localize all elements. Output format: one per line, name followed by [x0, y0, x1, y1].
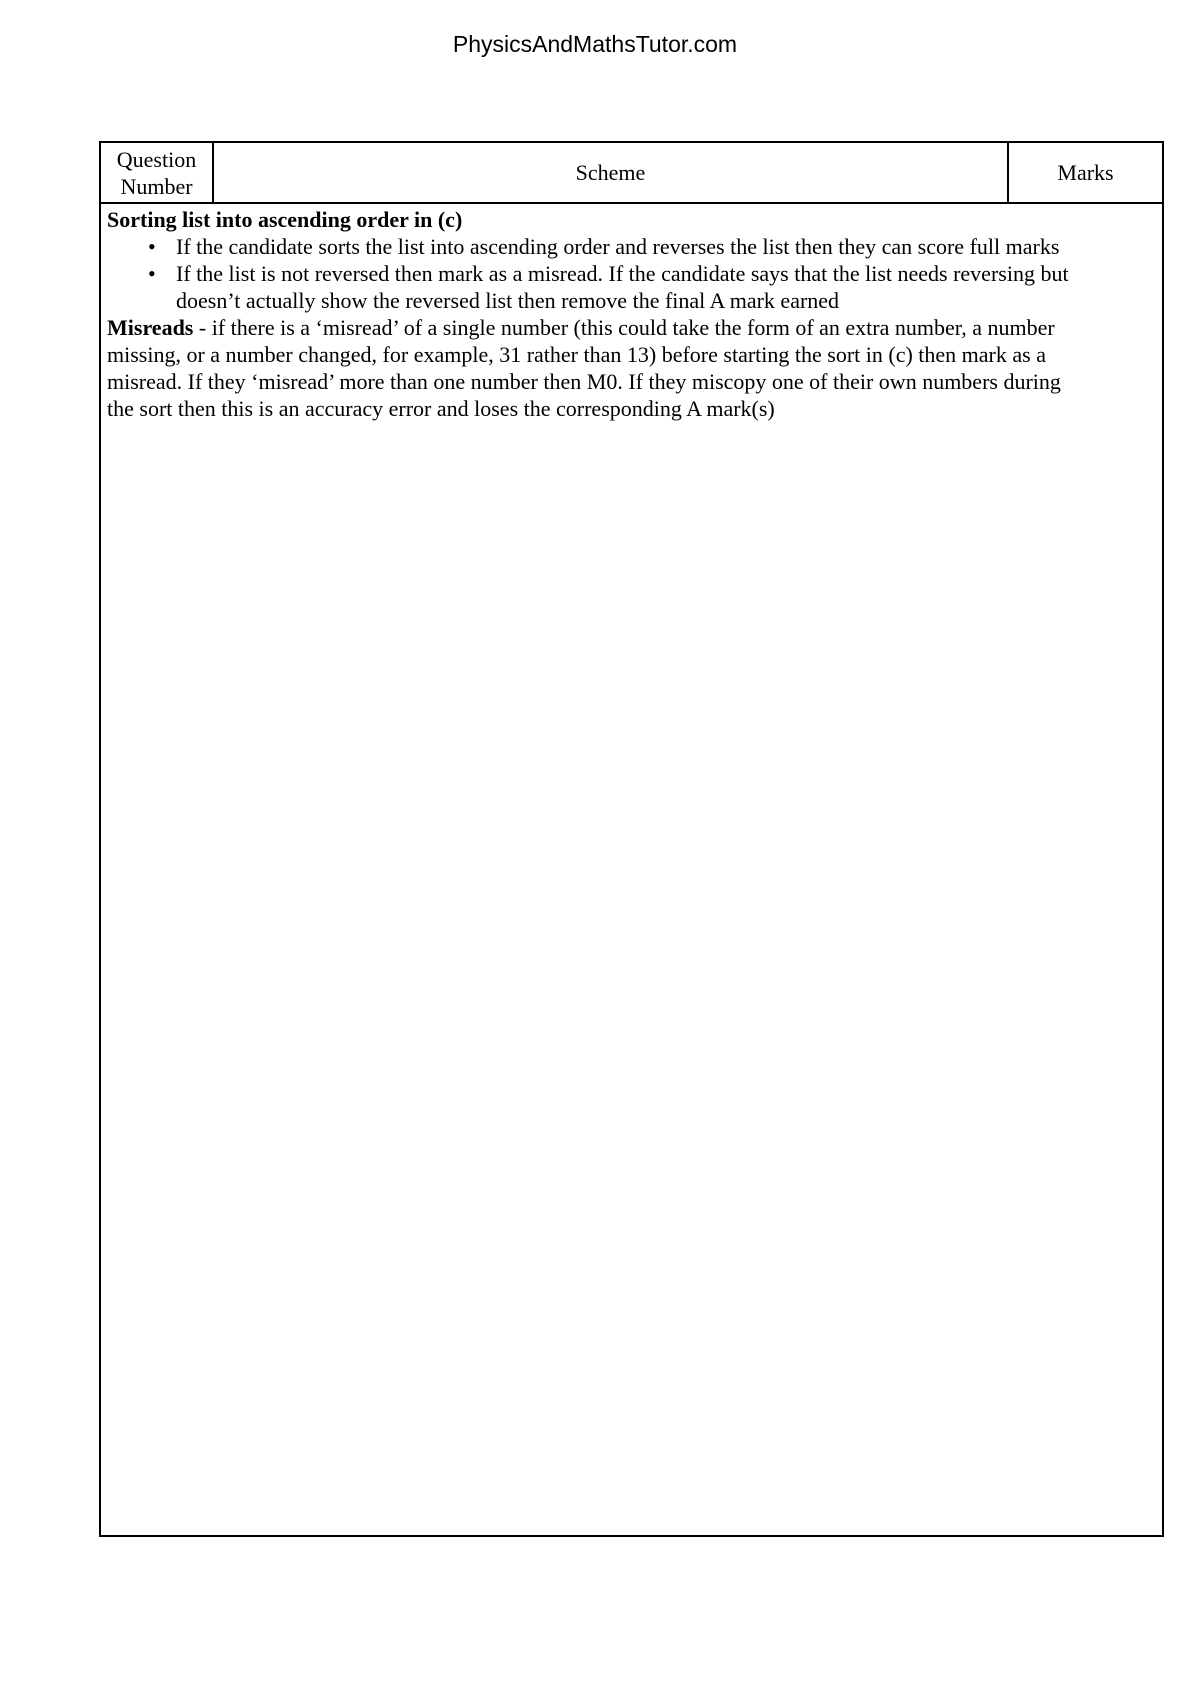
site-header: PhysicsAndMathsTutor.com	[452, 31, 738, 57]
mark-scheme-table	[99, 141, 1164, 1537]
bullet-list	[107, 233, 1082, 314]
scheme-body-row	[100, 203, 1163, 1536]
header-marks: Marks	[1008, 142, 1163, 203]
header-question-number: Question Number	[100, 142, 213, 203]
bullet-item: • If the candidate sorts the list into ascending order and reverses the list then they can score full marks	[176, 233, 1082, 260]
bullet-item: • If the list is not reversed then mark as a misread. If the candidate says that the list needs reversing but doesn’t actually show the reversed list then remove the final A mark earned	[176, 260, 1082, 314]
table-header-row	[100, 142, 1163, 203]
misreads-text: - if there is a ‘misread’ of a single number (this could take the form of an extra number, a number missing, or a number changed, for example, 31 rather than 13) before starting the sort in (c) then mark as a misread. If they ‘misread’ more than one number then M0. If they miscopy one of their own numbers during the sort then this is an accuracy error and loses the corresponding A mark(s)	[107, 315, 1061, 421]
misreads-label: Misreads	[107, 315, 194, 340]
header-scheme: Scheme	[213, 142, 1008, 203]
scheme-body-cell	[100, 203, 1163, 1536]
misreads-paragraph	[107, 314, 1082, 422]
scheme-heading: Sorting list into ascending order in (c)	[107, 207, 463, 232]
